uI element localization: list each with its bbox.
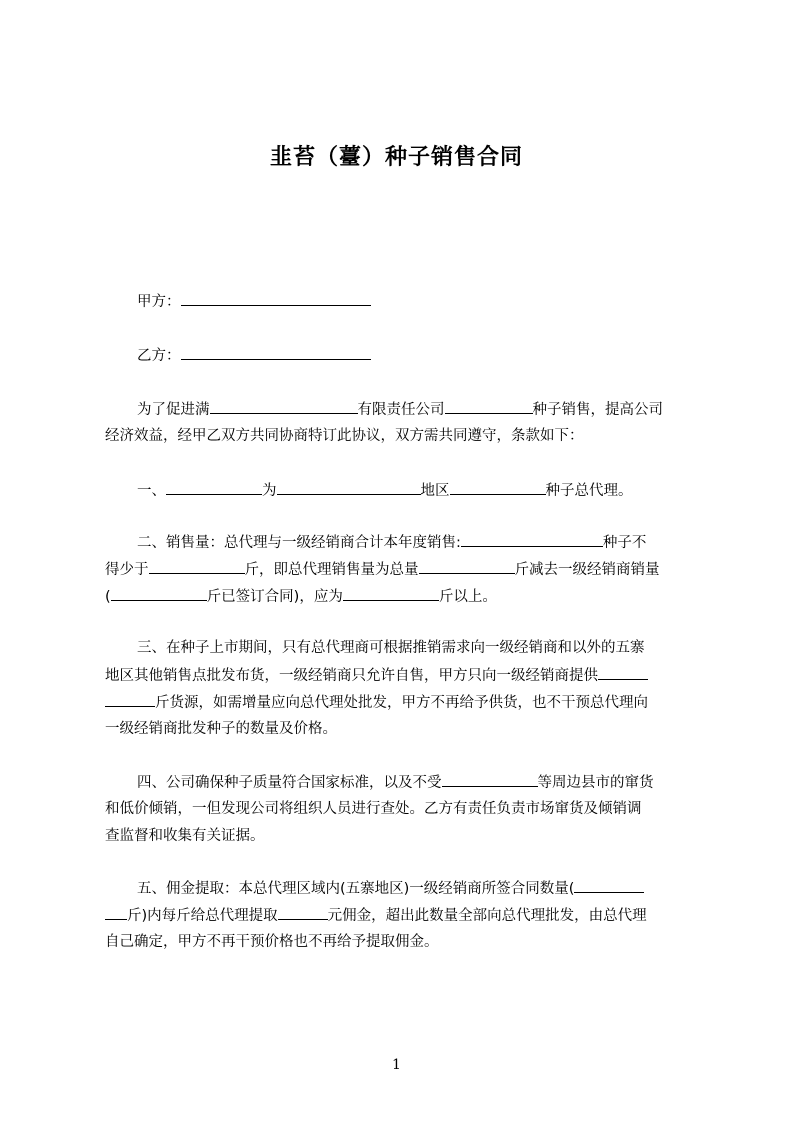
net-quantity-blank[interactable] [343, 586, 439, 601]
party-a-blank[interactable] [181, 291, 371, 306]
company-blank[interactable] [210, 399, 358, 414]
intro-line-2: 经济效益，经甲乙双方共同协商特订此协议，双方需共同遵守，条款如下： [105, 428, 584, 444]
clause-2-line-2 [105, 559, 703, 580]
clause-3-line-1: 三、在种子上市期间，只有总代理商可根据推销需求向一级经销商和以外的五寨 [137, 640, 645, 656]
agent-name-blank[interactable] [166, 480, 262, 495]
supply-quantity-blank[interactable] [598, 665, 648, 680]
clause-text: 等周边县市的窜货 [537, 775, 654, 791]
party-b-line [137, 345, 735, 366]
party-a-label: 甲方： [137, 294, 181, 310]
clause-text: 元佣金，超出此数量全部向总代理批发，由总代理 [327, 908, 647, 924]
clause-1 [137, 480, 703, 501]
intro-text: 有限责任公司 [357, 402, 445, 418]
clause-text: 一、 [137, 483, 166, 499]
clause-text: 为 [262, 483, 277, 499]
clause-text: 四、公司确保种子质量符合国家标准，以及不受 [137, 775, 442, 791]
region-blank[interactable] [277, 480, 421, 495]
clause-text: ( [105, 589, 111, 605]
clause-text: 斤)内每斤给总代理提取 [127, 908, 278, 924]
seed-type-blank[interactable] [445, 399, 533, 414]
seed-blank[interactable] [450, 480, 546, 495]
clause-3-line-4: 一级经销商批发种子的数量及价格。 [105, 721, 337, 737]
clause-5-line-3: 自己确定，甲方不再干预价格也不再给予提取佣金。 [105, 934, 439, 950]
clause-text: 地区其他销售点批发布货，一级经销商只允许自售，甲方只向一级经销商提供 [105, 668, 598, 684]
contract-quantity-blank[interactable] [574, 878, 644, 893]
clause-4-line-2: 和低价倾销，一但发现公司将组织人员进行查处。乙方有责任负责市场窜货及倾销调 [105, 801, 642, 817]
neighbor-county-blank[interactable] [442, 772, 538, 787]
clause-5-line-1 [137, 878, 703, 899]
supply-quantity-blank-cont[interactable] [105, 692, 155, 707]
clause-4-line-1 [137, 772, 703, 793]
contract-quantity-blank-cont[interactable] [105, 905, 127, 920]
intro-text: 种子销售，提高公司 [532, 402, 663, 418]
clause-2-line-3 [105, 586, 703, 607]
clause-3-line-3 [105, 692, 703, 713]
clause-text: 斤，即总代理销售量为总量 [244, 562, 419, 578]
party-b-label: 乙方： [137, 348, 181, 364]
clause-text: 斤已签订合同)，应为 [206, 589, 343, 605]
clause-text: 斤以上。 [438, 589, 497, 605]
intro-line-1 [137, 399, 703, 420]
clause-text: 斤货源，如需增量应向总代理处批发，甲方不再给予供货，也不干预总代理向 [155, 695, 648, 711]
clause-text: 种子总代理。 [545, 483, 633, 499]
min-quantity-blank[interactable] [149, 559, 245, 574]
clause-5-line-2 [105, 905, 703, 926]
intro-text: 为了促进满 [137, 402, 210, 418]
clause-text: 斤减去一级经销商销量 [514, 562, 660, 578]
clause-3-line-2 [105, 665, 703, 686]
party-b-blank[interactable] [181, 345, 371, 360]
clause-text: 地区 [420, 483, 450, 499]
commission-blank[interactable] [278, 905, 328, 920]
clause-text: 二、销售量：总代理与一级经销商合计本年度销售: [137, 535, 461, 551]
clause-text: 种子不 [602, 535, 647, 551]
contracted-quantity-blank[interactable] [111, 586, 207, 601]
total-quantity-blank[interactable] [419, 559, 515, 574]
annual-sales-blank[interactable] [461, 532, 603, 547]
page-number: 1 [392, 1057, 401, 1073]
clause-text: 五、佣金提取：本总代理区域内(五寨地区)一级经销商所签合同数量( [137, 881, 575, 897]
clause-4-line-3: 查监督和收集有关证据。 [105, 828, 265, 844]
clause-2-line-1 [137, 532, 703, 553]
clause-text: 得少于 [105, 562, 149, 578]
contract-title: 韭苔（薹）种子销售合同 [269, 145, 523, 170]
party-a-line [137, 291, 735, 312]
